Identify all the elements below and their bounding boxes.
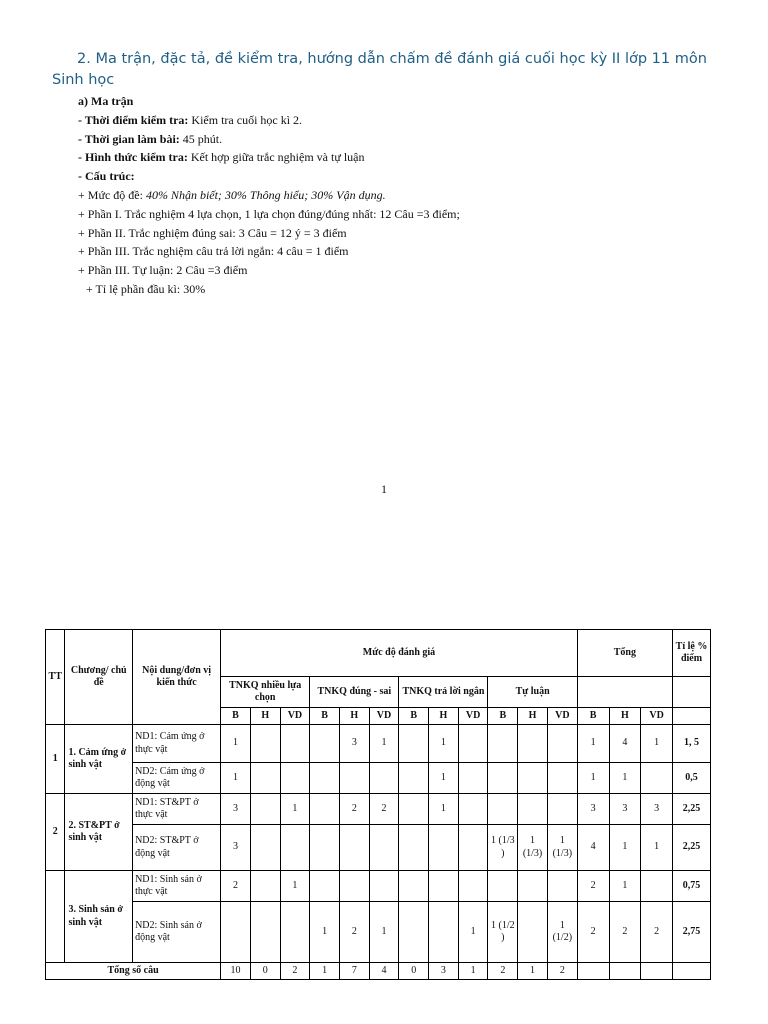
table-cell bbox=[339, 871, 369, 902]
table-cell bbox=[429, 902, 459, 963]
table-cell bbox=[547, 763, 577, 794]
row-content: ND1: Cảm ứng ở thực vật bbox=[133, 725, 221, 763]
table-cell bbox=[488, 871, 518, 902]
table-cell: 3 bbox=[641, 794, 673, 825]
total-label: Tổng số câu bbox=[46, 963, 221, 980]
table-cell: 1 bbox=[577, 725, 609, 763]
table-cell: 1 bbox=[458, 902, 488, 963]
table-cell: 1 (1/3) bbox=[547, 825, 577, 871]
group-essay: Tự luận bbox=[488, 677, 577, 708]
level-header-cell: B bbox=[399, 708, 429, 725]
level-header-cell: VD bbox=[458, 708, 488, 725]
table-cell bbox=[369, 825, 399, 871]
table-cell bbox=[399, 871, 429, 902]
total-cell: 10 bbox=[221, 963, 251, 980]
table-cell: 1 bbox=[369, 725, 399, 763]
table-cell bbox=[280, 725, 310, 763]
table-cell bbox=[641, 871, 673, 902]
exam-info bbox=[78, 92, 460, 299]
table-cell bbox=[250, 763, 280, 794]
total-cell: 1 bbox=[518, 963, 548, 980]
row-tt bbox=[46, 871, 65, 963]
header-tt: TT bbox=[46, 630, 65, 725]
table-cell: 1 bbox=[429, 763, 459, 794]
level-header-cell: B bbox=[310, 708, 340, 725]
table-cell bbox=[488, 725, 518, 763]
table-cell: 1 (1/3) bbox=[518, 825, 548, 871]
table-cell: 2 bbox=[221, 871, 251, 902]
header-chapter: Chương/ chủ đề bbox=[65, 630, 133, 725]
table-cell bbox=[310, 763, 340, 794]
row-tt: 1 bbox=[46, 725, 65, 794]
table-cell bbox=[369, 871, 399, 902]
total-cell: 3 bbox=[429, 963, 459, 980]
table-cell: 3 bbox=[221, 794, 251, 825]
table-cell: 3 bbox=[221, 825, 251, 871]
row-content: ND1: ST&PT ở thực vật bbox=[133, 794, 221, 825]
table-cell: 2 bbox=[641, 902, 673, 963]
level-header-cell: H bbox=[518, 708, 548, 725]
table-row bbox=[46, 763, 711, 794]
table-cell bbox=[518, 763, 548, 794]
total-cell: 1 bbox=[458, 963, 488, 980]
table-cell bbox=[399, 725, 429, 763]
table-cell: 2 bbox=[577, 871, 609, 902]
table-cell: 3 bbox=[339, 725, 369, 763]
level-header-cell: B bbox=[488, 708, 518, 725]
group-short-answer: TNKQ trả lời ngắn bbox=[399, 677, 488, 708]
table-cell bbox=[310, 725, 340, 763]
section-a-title: a) Ma trận bbox=[78, 94, 134, 108]
level-header-blank bbox=[673, 708, 711, 725]
level-header-cell: B bbox=[577, 708, 609, 725]
row-content: ND2: Cảm ứng ở động vật bbox=[133, 763, 221, 794]
page-number: 1 bbox=[381, 482, 387, 496]
group-multiple-choice: TNKQ nhiều lựa chọn bbox=[221, 677, 310, 708]
table-cell: 2 bbox=[577, 902, 609, 963]
table-cell: 1 bbox=[609, 825, 641, 871]
table-row bbox=[46, 871, 711, 902]
total-cell: 0 bbox=[399, 963, 429, 980]
total-cell bbox=[577, 963, 609, 980]
table-cell bbox=[458, 794, 488, 825]
level-header-cell: H bbox=[429, 708, 459, 725]
group-true-false: TNKQ đúng - sai bbox=[310, 677, 399, 708]
table-cell bbox=[280, 902, 310, 963]
row-ratio: 2,25 bbox=[673, 825, 711, 871]
table-cell bbox=[280, 825, 310, 871]
total-row bbox=[46, 963, 711, 980]
row-ratio: 0,75 bbox=[673, 871, 711, 902]
table-cell bbox=[547, 871, 577, 902]
table-cell: 4 bbox=[577, 825, 609, 871]
table-row bbox=[46, 902, 711, 963]
table-cell bbox=[310, 825, 340, 871]
table-cell: 4 bbox=[609, 725, 641, 763]
ratio-line: + Tỉ lệ phần đầu kì: 30% bbox=[86, 281, 206, 296]
structure-label: - Cấu trúc: bbox=[78, 169, 135, 184]
header-level: Mức độ đánh giá bbox=[221, 630, 578, 677]
table-cell: 1 (1/2 ) bbox=[488, 902, 518, 963]
table-cell bbox=[547, 794, 577, 825]
table-row bbox=[46, 825, 711, 871]
header-total: Tổng bbox=[577, 630, 672, 677]
table-cell bbox=[250, 825, 280, 871]
table-cell: 3 bbox=[577, 794, 609, 825]
level-header-cell: H bbox=[339, 708, 369, 725]
table-cell bbox=[429, 825, 459, 871]
row-ratio: 0,5 bbox=[673, 763, 711, 794]
table-cell: 1 bbox=[609, 763, 641, 794]
table-row bbox=[46, 794, 711, 825]
table-cell bbox=[399, 763, 429, 794]
total-cell: 4 bbox=[369, 963, 399, 980]
table-cell: 1 bbox=[280, 794, 310, 825]
table-cell: 1 bbox=[429, 725, 459, 763]
table-cell bbox=[280, 763, 310, 794]
table-cell bbox=[458, 763, 488, 794]
table-cell bbox=[488, 794, 518, 825]
table-cell bbox=[399, 825, 429, 871]
part2-line: + Phần II. Trắc nghiệm đúng sai: 3 Câu = 12 ý = 3 điểm bbox=[78, 225, 347, 240]
table-cell: 2 bbox=[339, 902, 369, 963]
row-ratio: 2,75 bbox=[673, 902, 711, 963]
header-ratio: Tỉ lệ % điểm bbox=[673, 630, 711, 677]
part4-line: + Phần III. Tự luận: 2 Câu =3 điểm bbox=[78, 263, 248, 278]
table-cell bbox=[518, 871, 548, 902]
level-header-cell: B bbox=[221, 708, 251, 725]
total-cell bbox=[609, 963, 641, 980]
table-cell bbox=[518, 794, 548, 825]
row-content: ND2: Sinh sản ở động vật bbox=[133, 902, 221, 963]
row-content: ND1: Sinh sản ở thực vật bbox=[133, 871, 221, 902]
table-cell: 1 bbox=[641, 825, 673, 871]
level-header-cell: H bbox=[609, 708, 641, 725]
table-cell bbox=[250, 871, 280, 902]
table-cell: 1 bbox=[641, 725, 673, 763]
exam-duration-line: - Thời gian làm bài: 45 phút. bbox=[78, 131, 223, 146]
row-tt: 2 bbox=[46, 794, 65, 871]
row-chapter: 2. ST&PT ở sinh vật bbox=[65, 794, 133, 871]
table-cell: 1 bbox=[221, 725, 251, 763]
row-ratio: 2,25 bbox=[673, 794, 711, 825]
table-cell bbox=[250, 902, 280, 963]
level-header-cell: VD bbox=[641, 708, 673, 725]
total-cell: 2 bbox=[488, 963, 518, 980]
table-cell: 1 bbox=[280, 871, 310, 902]
exam-time-line: - Thời điểm kiểm tra: Kiểm tra cuối học kì 2. bbox=[78, 112, 303, 127]
level-header-cell: VD bbox=[547, 708, 577, 725]
table-cell bbox=[518, 902, 548, 963]
table-cell bbox=[429, 871, 459, 902]
total-cell: 2 bbox=[547, 963, 577, 980]
table-cell: 1 bbox=[429, 794, 459, 825]
table-cell: 1 bbox=[609, 871, 641, 902]
assessment-matrix-table bbox=[45, 629, 711, 980]
part3-line: + Phần III. Trắc nghiệm câu trả lời ngắn: 4 câu = 1 điểm bbox=[78, 244, 349, 259]
table-cell bbox=[310, 871, 340, 902]
table-cell bbox=[458, 871, 488, 902]
table-cell bbox=[518, 725, 548, 763]
row-chapter: 1. Cảm ứng ở sinh vật bbox=[65, 725, 133, 794]
table-cell: 2 bbox=[609, 902, 641, 963]
table-cell: 1 bbox=[221, 763, 251, 794]
row-ratio: 1, 5 bbox=[673, 725, 711, 763]
total-cell: 1 bbox=[310, 963, 340, 980]
exam-form-line: - Hình thức kiểm tra: Kết hợp giữa trắc nghiệm và tự luận bbox=[78, 150, 365, 165]
level-header-cell: VD bbox=[369, 708, 399, 725]
table-cell: 1 (1/2) bbox=[547, 902, 577, 963]
table-cell bbox=[641, 763, 673, 794]
total-cell: 2 bbox=[280, 963, 310, 980]
section-heading: 2. Ma trận, đặc tả, đề kiểm tra, hướng dẫn chấm đề đánh giá cuối học kỳ II lớp 11 môn Sinh học bbox=[52, 51, 707, 88]
total-ratio bbox=[673, 963, 711, 980]
table-cell bbox=[399, 794, 429, 825]
table-cell: 2 bbox=[339, 794, 369, 825]
group-total-blank bbox=[577, 677, 672, 708]
table-cell bbox=[221, 902, 251, 963]
table-cell: 1 bbox=[577, 763, 609, 794]
total-cell: 7 bbox=[339, 963, 369, 980]
level-header-cell: H bbox=[250, 708, 280, 725]
table-cell: 1 bbox=[369, 902, 399, 963]
table-cell bbox=[250, 725, 280, 763]
table-cell: 1 bbox=[310, 902, 340, 963]
table-row bbox=[46, 725, 711, 763]
part1-line: + Phần I. Trắc nghiệm 4 lựa chọn, 1 lựa chọn đúng/đúng nhất: 12 Câu =3 điểm; bbox=[78, 206, 460, 221]
table-cell bbox=[399, 902, 429, 963]
table-cell bbox=[369, 763, 399, 794]
table-cell: 3 bbox=[609, 794, 641, 825]
table-cell bbox=[339, 825, 369, 871]
level-header-cell: VD bbox=[280, 708, 310, 725]
table-cell bbox=[339, 763, 369, 794]
table-cell: 1 (1/3 ) bbox=[488, 825, 518, 871]
table-cell: 2 bbox=[369, 794, 399, 825]
header-content: Nội dung/đơn vị kiến thức bbox=[133, 630, 221, 725]
total-cell: 0 bbox=[250, 963, 280, 980]
row-content: ND2: ST&PT ở động vật bbox=[133, 825, 221, 871]
table-cell bbox=[458, 825, 488, 871]
table-cell bbox=[310, 794, 340, 825]
row-chapter: 3. Sinh sản ở sinh vật bbox=[65, 871, 133, 963]
table-cell bbox=[458, 725, 488, 763]
table-cell bbox=[547, 725, 577, 763]
table-cell bbox=[488, 763, 518, 794]
table-cell bbox=[250, 794, 280, 825]
group-ratio-blank bbox=[673, 677, 711, 708]
total-cell bbox=[641, 963, 673, 980]
level-line: + Mức độ đề: 40% Nhận biết; 30% Thông hiểu; 30% Vận dụng. bbox=[78, 187, 386, 202]
